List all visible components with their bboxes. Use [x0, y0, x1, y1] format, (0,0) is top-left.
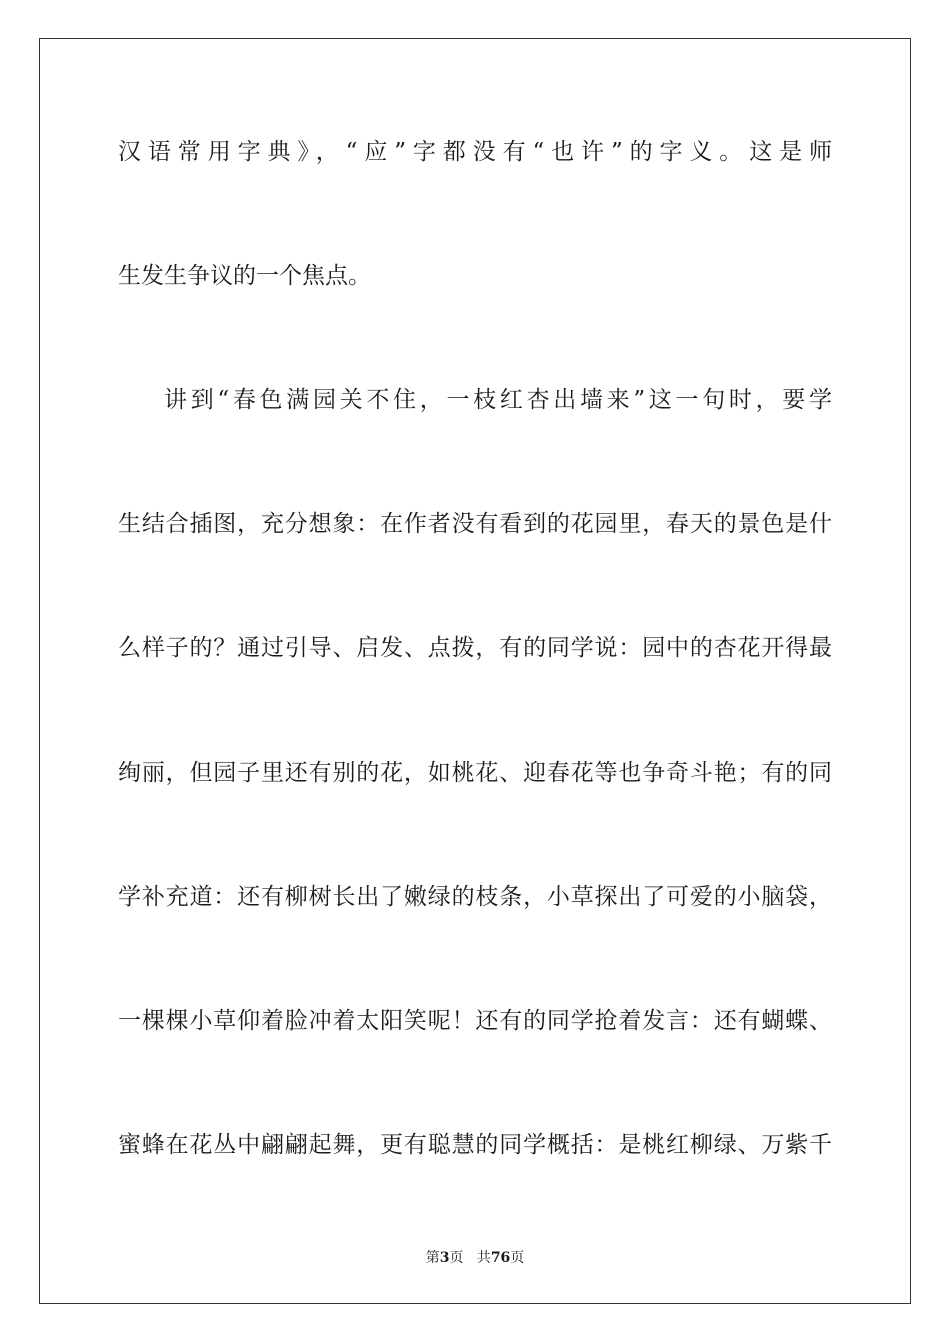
body-line-3: 讲到“春色满园关不住，一枝红杏出墙来”这一句时，要学: [164, 387, 832, 413]
body-line-4: 生结合插图，充分想象：在作者没有看到的花园里，春天的景色是什: [118, 511, 832, 537]
body-line-7: 学补充道：还有柳树长出了嫩绿的枝条，小草探出了可爱的小脑袋，: [118, 884, 832, 910]
footer-page-number: 3: [439, 1250, 450, 1266]
footer-page-suffix: 页: [449, 1250, 464, 1266]
page-footer: [0, 1248, 950, 1268]
body-line-9: 蜜蜂在花丛中翩翩起舞，更有聪慧的同学概括：是桃红柳绿、万紫千: [118, 1132, 832, 1158]
footer-page-prefix: 第: [425, 1250, 440, 1266]
footer-total-pages: 76: [490, 1250, 511, 1266]
body-line-8: 一棵棵小草仰着脸冲着太阳笑呢！还有的同学抢着发言：还有蝴蝶、: [118, 1008, 832, 1034]
page-frame: [39, 38, 911, 1304]
body-line-5: 么样子的？通过引导、启发、点拨，有的同学说：园中的杏花开得最: [118, 635, 832, 661]
footer-total-suffix: 页: [510, 1250, 525, 1266]
body-line-1: 汉语常用字典》，“应”字都没有“也许”的字义。这是师: [118, 139, 832, 165]
body-line-2: 生发生争议的一个焦点。: [118, 263, 371, 289]
body-line-6: 绚丽，但园子里还有别的花，如桃花、迎春花等也争奇斗艳；有的同: [118, 760, 832, 786]
footer-total-prefix: 共: [476, 1250, 491, 1266]
